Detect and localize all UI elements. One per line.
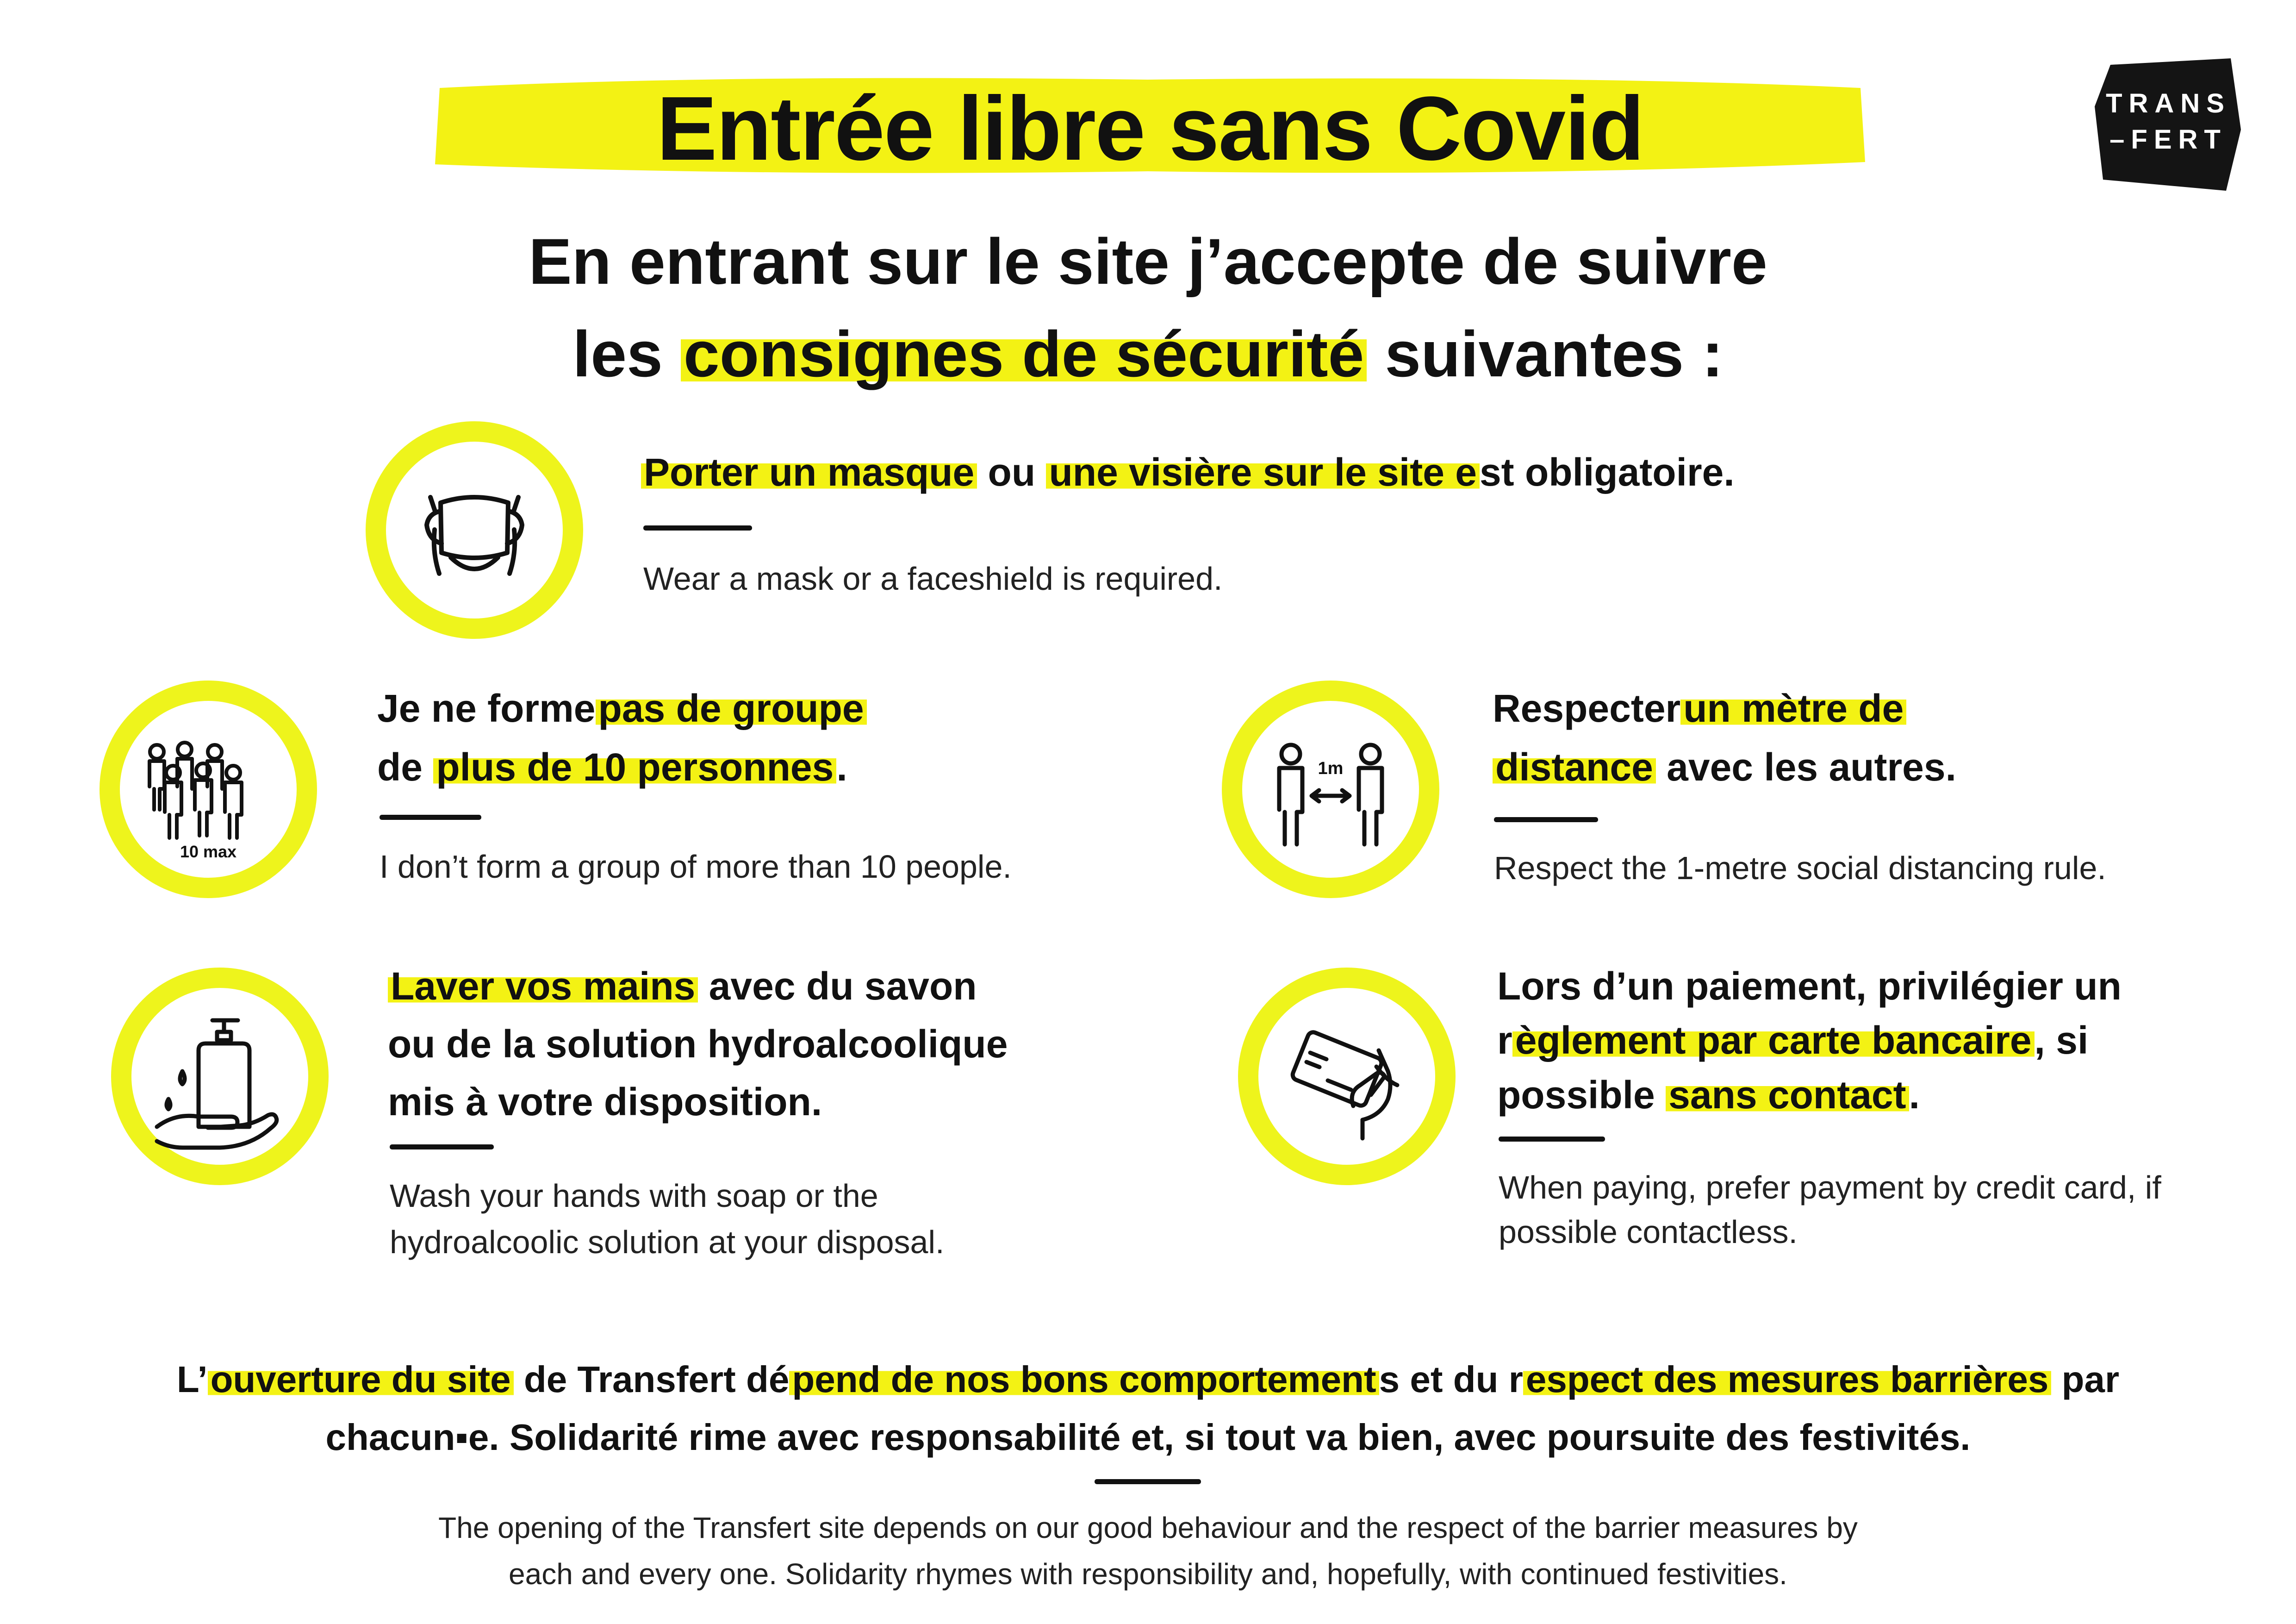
hands-rule-icon-ring <box>111 968 329 1185</box>
distance-rule-l1-pre: Respecter <box>1493 687 1681 730</box>
group-rule-l2-pre: de <box>377 745 434 789</box>
group-rule-divider <box>380 815 481 820</box>
footer-fr-line-1 <box>0 1354 2296 1405</box>
distance-rule-hl-1: un mètre de <box>1680 687 1906 730</box>
mask-rule-en: Wear a mask or a faceshield is required. <box>643 561 1223 597</box>
footer-fr-line-2: chacun▪e. Solidarité rime avec responsabilité et, si tout va bien, avec poursuite des festivités. <box>325 1417 1971 1458</box>
footer-divider <box>1095 1479 1201 1484</box>
payment-rule-en-line-2: possible contactless. <box>1499 1214 1798 1250</box>
distance-icon <box>1242 701 1419 878</box>
payment-rule-l3-post: . <box>1909 1073 1920 1117</box>
hands-rule-en-line-2: hydroalcoolic solution at your disposal. <box>390 1224 945 1260</box>
mask-rule-fr <box>641 447 1735 498</box>
group-rule-hl-2: plus de 10 personnes <box>433 745 836 789</box>
hands-rule-fr-line-2: ou de la solution hydroalcoolique <box>388 1022 1008 1066</box>
distance-rule-divider <box>1494 817 1598 822</box>
payment-rule-divider <box>1499 1137 1605 1142</box>
subtitle-line-2-post: suivantes : <box>1367 318 1724 390</box>
footer-hl-1: ouverture du site <box>208 1359 514 1400</box>
distance-rule-icon-ring <box>1222 681 1439 898</box>
footer-l1-d: par <box>2051 1359 2120 1400</box>
mask-rule-hl-2: une visière sur le site e <box>1046 450 1480 494</box>
distance-rule-l2-post: avec les autres. <box>1655 745 1956 789</box>
subtitle-line-2 <box>0 315 2296 394</box>
credit-card-icon <box>1258 988 1435 1165</box>
footer-l1-a: L’ <box>176 1359 208 1400</box>
footer-en-line-2: each and every one. Solidarity rhymes with responsibility and, hopefully, with continued festivities. <box>509 1557 1787 1591</box>
logo-line-2: –FERT <box>2109 125 2227 155</box>
handwash-icon <box>131 988 308 1165</box>
group-icon-label: 10 max <box>180 842 237 861</box>
payment-rule-l2-pre: r <box>1497 1018 1512 1062</box>
transfert-logo <box>2092 56 2245 194</box>
subtitle-line-2-pre: les <box>572 318 681 390</box>
hands-rule-en-line-1: Wash your hands with soap or the <box>390 1178 878 1214</box>
page-title: Entrée libre sans Covid <box>656 78 1644 179</box>
payment-rule-l2-post: , si <box>2034 1018 2089 1062</box>
distance-rule-en: Respect the 1-metre social distancing rule. <box>1494 850 2106 886</box>
group-rule-en: I don’t form a group of more than 10 people. <box>380 849 1012 885</box>
hands-rule-hl-1: Laver vos mains <box>388 964 698 1008</box>
payment-rule-icon-ring <box>1238 968 1456 1185</box>
group-rule-icon-ring <box>100 681 317 898</box>
group-rule-hl-1: pas de groupe <box>596 687 867 730</box>
payment-rule-l3-pre: possible <box>1497 1073 1666 1117</box>
payment-rule-fr-line-2 <box>1497 1015 2088 1066</box>
hands-rule-l1-post: avec du savon <box>698 964 977 1008</box>
group-rule-fr-line-1 <box>377 683 867 734</box>
subtitle-line-1: En entrant sur le site j’accepte de suivre <box>529 225 1767 298</box>
logo-line-1: TRANS <box>2106 88 2231 119</box>
group-rule-fr-line-2 <box>377 742 847 793</box>
footer-en-line-1: The opening of the Transfert site depends on our good behaviour and the respect of the barrier measures by <box>438 1511 1858 1544</box>
distance-icon-label: 1m <box>1318 759 1344 778</box>
distance-rule-hl-2: distance <box>1493 745 1656 789</box>
mask-rule-mid: ou <box>977 450 1046 494</box>
footer-hl-2: pend de nos bons comportement <box>789 1359 1379 1400</box>
mask-rule-post: st obligatoire. <box>1479 450 1735 494</box>
distance-rule-fr-line-2 <box>1493 742 1956 793</box>
subtitle-highlight: consignes de sécurité <box>681 318 1367 390</box>
hands-rule-fr-line-3: mis à votre disposition. <box>388 1080 822 1124</box>
payment-rule-fr-line-1: Lors d’un paiement, privilégier un <box>1497 964 2122 1008</box>
footer-hl-3: espect des mesures barrières <box>1523 1359 2052 1400</box>
distance-rule-fr-line-1 <box>1493 683 1906 734</box>
hands-rule-divider <box>390 1144 494 1149</box>
mask-rule-icon-ring <box>366 421 583 639</box>
footer-l1-b: de Transfert dé <box>513 1359 790 1400</box>
group-rule-l1-pre: Je ne forme <box>377 687 596 730</box>
mask-icon <box>386 442 563 618</box>
payment-rule-fr-line-3 <box>1497 1069 1920 1120</box>
payment-rule-hl-1: èglement par carte bancaire <box>1512 1018 2035 1062</box>
payment-rule-hl-2: sans contact <box>1666 1073 1909 1117</box>
payment-rule-en-line-1: When paying, prefer payment by credit card, if <box>1499 1169 2161 1206</box>
hands-rule-fr-line-1 <box>388 961 977 1012</box>
mask-rule-hl-1: Porter un masque <box>641 450 977 494</box>
mask-rule-divider <box>643 525 752 531</box>
footer-l1-c: s et du r <box>1379 1359 1523 1400</box>
group-rule-l2-post: . <box>836 745 847 789</box>
